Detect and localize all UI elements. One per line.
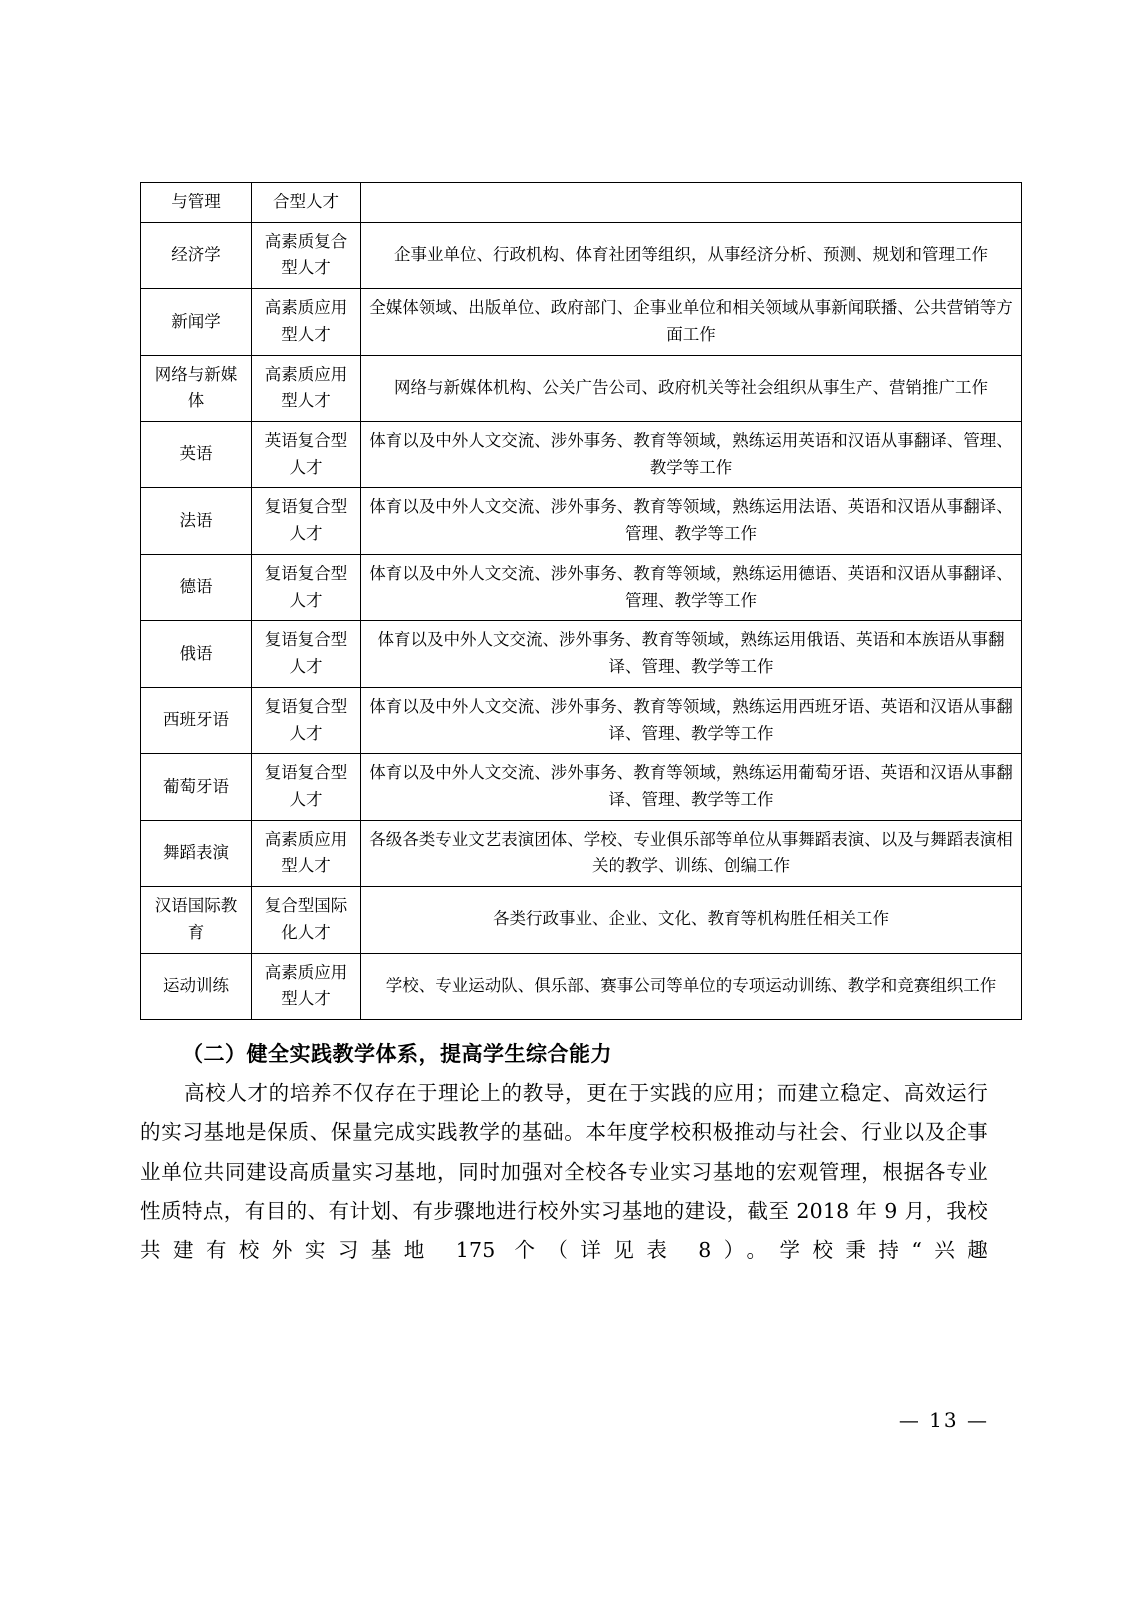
table-row [141, 820, 1022, 886]
table-row [141, 222, 1022, 288]
cell-desc: 全媒体领域、出版单位、政府部门、企事业单位和相关领域从事新闻联播、公共营销等方面工作 [361, 289, 1022, 355]
cell-major: 运动训练 [141, 953, 252, 1019]
cell-desc: 体育以及中外人文交流、涉外事务、教育等领域，熟练运用葡萄牙语、英语和汉语从事翻译、管理、教学等工作 [361, 754, 1022, 820]
table-row [141, 488, 1022, 554]
cell-type: 复语复合型人才 [252, 754, 361, 820]
cell-type: 复语复合型人才 [252, 687, 361, 753]
page-number: — 13 — [898, 1408, 989, 1432]
majors-table [140, 182, 1022, 1020]
cell-major: 西班牙语 [141, 687, 252, 753]
table-row [141, 183, 1022, 223]
table-row [141, 554, 1022, 620]
cell-desc: 体育以及中外人文交流、涉外事务、教育等领域，熟练运用俄语、英语和本族语从事翻译、管理、教学等工作 [361, 621, 1022, 687]
cell-type: 高素质应用型人才 [252, 820, 361, 886]
table-row [141, 422, 1022, 488]
page-content [140, 182, 1013, 1271]
table-row [141, 355, 1022, 421]
cell-desc [361, 183, 1022, 223]
cell-type: 合型人才 [252, 183, 361, 223]
cell-major: 舞蹈表演 [141, 820, 252, 886]
cell-major: 汉语国际教育 [141, 887, 252, 953]
cell-desc: 企事业单位、行政机构、体育社团等组织，从事经济分析、预测、规划和管理工作 [361, 222, 1022, 288]
majors-table-body [141, 183, 1022, 1020]
cell-type: 高素质复合型人才 [252, 222, 361, 288]
cell-major: 新闻学 [141, 289, 252, 355]
cell-type: 高素质应用型人才 [252, 355, 361, 421]
cell-desc: 各类行政事业、企业、文化、教育等机构胜任相关工作 [361, 887, 1022, 953]
cell-desc: 学校、专业运动队、俱乐部、赛事公司等单位的专项运动训练、教学和竞赛组织工作 [361, 953, 1022, 1019]
cell-type: 英语复合型人才 [252, 422, 361, 488]
cell-desc: 各级各类专业文艺表演团体、学校、专业俱乐部等单位从事舞蹈表演、以及与舞蹈表演相关的教学、训练、创编工作 [361, 820, 1022, 886]
cell-type: 高素质应用型人才 [252, 953, 361, 1019]
cell-major: 英语 [141, 422, 252, 488]
section-heading: （二）健全实践教学体系，提高学生综合能力 [182, 1041, 612, 1066]
table-row [141, 687, 1022, 753]
cell-major: 俄语 [141, 621, 252, 687]
cell-desc: 体育以及中外人文交流、涉外事务、教育等领域，熟练运用西班牙语、英语和汉语从事翻译、管理、教学等工作 [361, 687, 1022, 753]
cell-major: 葡萄牙语 [141, 754, 252, 820]
table-row [141, 887, 1022, 953]
cell-type: 复合型国际化人才 [252, 887, 361, 953]
cell-type: 复语复合型人才 [252, 621, 361, 687]
body-paragraph: 高校人才的培养不仅存在于理论上的教导，更在于实践的应用；而建立稳定、高效运行的实习基地是保质、保量完成实践教学的基础。本年度学校积极推动与社会、行业以及企事业单位共同建设高质量实习基地，同时加强对全校各专业实习基地的宏观管理，根据各专业性质特点，有目的、有计划、有步骤地进行校外实习基地的建设，截至 2018 年 9 月，我校共建有校外实习基地 175 个（详见表 8）。学校秉持“兴趣 [140, 1080, 988, 1263]
cell-desc: 体育以及中外人文交流、涉外事务、教育等领域，熟练运用德语、英语和汉语从事翻译、管理、教学等工作 [361, 554, 1022, 620]
cell-desc: 体育以及中外人文交流、涉外事务、教育等领域，熟练运用英语和汉语从事翻译、管理、教学等工作 [361, 422, 1022, 488]
table-row [141, 953, 1022, 1019]
cell-major: 法语 [141, 488, 252, 554]
cell-major: 网络与新媒体 [141, 355, 252, 421]
cell-major: 与管理 [141, 183, 252, 223]
cell-type: 高素质应用型人才 [252, 289, 361, 355]
table-row [141, 754, 1022, 820]
cell-major: 经济学 [141, 222, 252, 288]
table-row [141, 621, 1022, 687]
cell-major: 德语 [141, 554, 252, 620]
cell-type: 复语复合型人才 [252, 488, 361, 554]
cell-desc: 网络与新媒体机构、公关广告公司、政府机关等社会组织从事生产、营销推广工作 [361, 355, 1022, 421]
table-row [141, 289, 1022, 355]
cell-desc: 体育以及中外人文交流、涉外事务、教育等领域，熟练运用法语、英语和汉语从事翻译、管理、教学等工作 [361, 488, 1022, 554]
cell-type: 复语复合型人才 [252, 554, 361, 620]
